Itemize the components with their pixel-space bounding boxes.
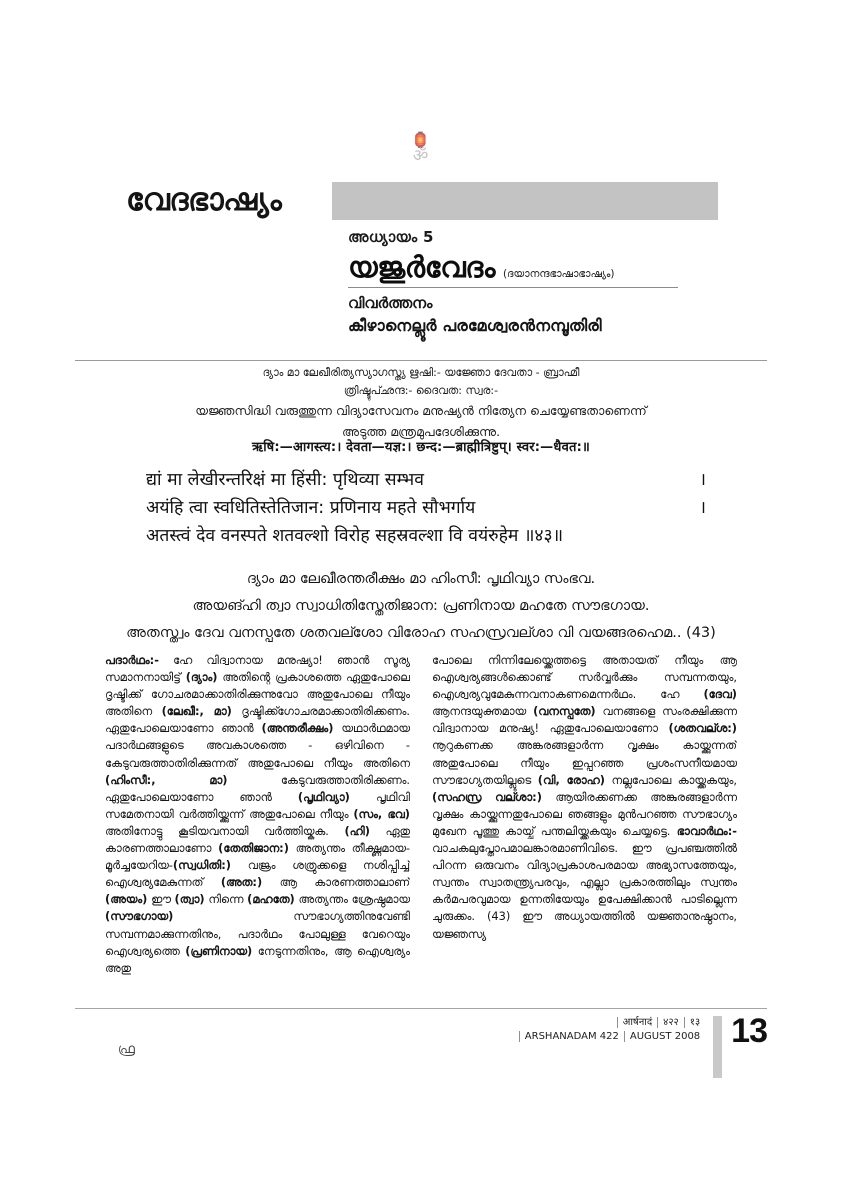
- footer-ornament-mark: ഫ്ര: [118, 1042, 135, 1057]
- mantra-verse-line: [146, 494, 706, 522]
- folio-devanagari-line: [519, 1016, 705, 1030]
- mantra-note-line-1: യജ്ഞസിദ്ധി വരുത്തുന്ന വിദ്യാസേവനം മനുഷ്യൻ നിത്യേന ചെയ്യേണ്ടതാണെന്ന്: [195, 403, 647, 418]
- mantra-verse-text: अयंहि त्वा स्वधितिस्तेतिजान: प्रणिनाय महते सौभर्गाय: [146, 498, 476, 518]
- mantra-meta-line-2: ത്രിഷ്ടുപ്‍ഛന്ദ:- ദൈവത: സ്വര:-: [343, 384, 499, 397]
- transliteration-line: അതസ്ത്വം ദേവ വനസ്പതേ ശതവല്ശോ വിരോഹ സഹസ്രവല്ശാ വി വയങ്ങരഹെമ.. (43): [126, 625, 716, 641]
- translation-label: വിവർത്തനം: [348, 294, 433, 313]
- page-number: 13: [731, 1012, 767, 1050]
- rishi-devata-line: ऋषि:—आगस्त्य:। देवता—यज्ञ:। छन्द:—ब्राह्मीत्रिष्टुप्। स्वर:—धैवत:॥: [251, 440, 591, 455]
- masthead-grey-band: [332, 182, 718, 220]
- veda-subtitle: (ദയാനന്ദഭാഷാഭാഷ്യം): [502, 268, 615, 280]
- folio-devanagari-issue: ४२२: [657, 1017, 684, 1028]
- commentary-columns: [105, 652, 737, 1002]
- transliteration-line: അയങ്ഹി ത്വാ സ്വാധിതിസ്തേതിജാന: പ്രണിനായ മഹതേ സൗഭഗായ.: [192, 598, 650, 614]
- om-lamp-ornament: [0, 131, 841, 166]
- chapter-label: അധ്യായം 5: [348, 228, 434, 246]
- commentary-column-right: പോലെ നിന്നിലേയ്ക്കെത്തട്ടെ അതായത് നീയും ആ ഐശ്വര്യങ്ങൾക്കൊണ്ട് സർവ്വർക്കും സമ്പന്നതയും, ഐശ്വര്യവുമേകുന്നവനാകണമെന്നർഥം. ഹേ (ദേവ) ആനന്ദയുക്തമായ (വനസ്പതേ) വനങ്ങളെ സംരക്ഷിക്കുന്ന വിദ്വാനായ മനുഷ്യ! ഏതുപോലെയാണോ (ശതവല്ശ:) നൂറുകണക്ക അങ്കരങ്ങളാർന്ന വൃക്ഷം കായ്ക്കുന്നത് അതുപോലെ നീയും ഇപ്പറഞ്ഞ പ്രശംസനീയമായ സൗഭാഗ്യതയില്ലൂടെ (വി, രോഹ) നല്ലപോലെ കായ്ക്കകയും, (സഹസ്ര വല്ശാ:) ആയിരക്കണക്ക അങ്കുരങ്ങളാർന്ന വൃക്ഷം കായ്ക്കുന്നതുപോലെ ഞങ്ങളും മുൻപറഞ്ഞ സൗഭാഗ്യം മുഖേന പൂത്തു കായ്ച് പന്തലിയ്ക്കകയും ചെയ്യട്ടെ. ഭാവാർഥം:- വാചകലുപ്തോപമാലങ്കാരമാണിവിടെ. ഈ പ്രപഞ്ചത്തിൽ പിറന്ന ഒരുവനം വിദ്യാപ്രകാശപരമായ അഭ്യാസത്തേയും, സ്വന്തം സ്വാതന്ത്ര്യപരവും, എല്ലാ പ്രകാരത്തിലും സ്വന്തം കർമപരവുമായ ഉന്നതിയേയും ഉപേക്ഷിക്കാൻ പാടില്ലെന്ന ചുരുക്കം. (43) ഈ അധ്യായത്തിൽ യജ്ഞാനുഷ്ഠാനം, യജ്ഞസ്യ: [432, 653, 737, 941]
- masthead: [126, 182, 718, 224]
- mantra-verse-text: द्यां मा लेखीरन्तरिक्षं मा हिंसी: पृथिव्या सम्भव: [146, 470, 424, 490]
- footer-folio: [519, 1012, 767, 1078]
- veda-title: യജുർ‍വേദം: [348, 250, 495, 284]
- om-icon: ॐ: [412, 146, 429, 166]
- commentary-column-left: പദാർഥം:- ഹേ വിദ്വാനായ മനുഷ്യാ! ഞാൻ സൂര്യ സമാനനായിട്ട് (ദ്യാം) അതിന്റെ പ്രകാശത്തെ ഏതുപോലെ ദൃഷ്ടിക്ക് ഗോചരമാക്കാതിരിക്കുന്നുവോ അതുപോലെ നീയും അതിനെ (ലേഖീ:, മാ) ദൃഷ്ടിക്ക്ഗോചരമാക്കാതിരിക്കണം. ഏതുപോലെയാണോ ഞാൻ (അന്തരീക്ഷം) യഥാർഥമായ പദാർഥങ്ങളുടെ അവകാശത്തെ - ഒഴിവിനെ - കേടുവരുത്താതിരിക്കുന്നത് അതുപോലെ നീയും അതിനെ (ഹിംസീ:, മാ) കേടുവരുത്താതിരിക്കണം. ഏതുപോലെയാണോ ഞാൻ (പൃഥിവ്യാ) പൃഥിവി സമേതനായി വർത്തിയ്ക്കുന്ന് അതുപോലെ നീയും (സം, ഭവ) അതിനോട്ടു കൂടിയവനായി വർത്തിയ്കക. (ഹി) ഏതു കാരണത്താലാണോ (തേതിജാന:) അത്യന്തം തീക്ഷ്ണമായ-മൂർച്ചയേറിയ-(സ്വധിതി:) വജ്രം ശത്രുക്കളെ നശിപ്പിച്ച് ഐശ്വര്യമേകുന്നത് (അത:) ആ കാരണത്താലാണ് (അയം) ഈ (ത്വാ) നിന്നെ (മഹതേ) അത്യന്തം ശ്രേഷ്ഠമായ (സൗഭഗായ) സൗഭാഗ്യത്തിനുവേണ്ടി സമ്പന്നമാക്കുന്നതിനും, പദാർഥം പോലുള്ള വേറെയും ഐശ്വര്യത്തെ (പ്രണിനായ) നേടുന്നതിനും, ആ ഐശ്വര്യം അതു: [105, 653, 410, 975]
- mantra-verse-text: अतस्त्वं देव वनस्पते शतवल्शो विरोह सहस्रवल्शा वि वयंरुहेम ॥४३॥: [146, 526, 564, 546]
- mantra-meta-line-1: ദ്യാം മാ ലേഖീരിത്യസ്യാഗസ്ത്യ ഋഷി:- യജ്ഞോ ദേവതാ - ബ്രാഹ്മീ: [262, 366, 580, 379]
- folio-devanagari-page: १३: [684, 1017, 705, 1028]
- veda-title-row: [348, 252, 720, 282]
- footer-divider: [75, 1008, 767, 1009]
- header-divider: [75, 360, 767, 361]
- mantra-meta: [75, 364, 767, 442]
- mantra-verse-danda: ।: [699, 470, 706, 490]
- mantra-verse-danda: ।: [699, 498, 706, 518]
- mantra-note-line-2: അടുത്ത മന്ത്രമുപദേശിക്കുന്നു.: [341, 424, 501, 439]
- mantra-verse-line: [146, 522, 706, 550]
- transliteration-line: ദ്യാം മാ ലേഖീരന്തരീക്ഷം മാ ഹിംസീ: പൃഥിവ്യാ സംഭവ.: [246, 571, 596, 587]
- masthead-title: വേദഭാഷ്യം: [126, 182, 282, 218]
- folio-text-lines: [519, 1016, 713, 1044]
- folio-latin-date: AUGUST 2008: [624, 1031, 705, 1042]
- transliteration-block: [75, 566, 767, 647]
- folio-latin-line: [519, 1030, 705, 1044]
- title-divider: [348, 287, 678, 288]
- title-block: [348, 228, 720, 337]
- folio-latin-title: ARSHANADAM 422: [519, 1031, 624, 1042]
- folio-grey-divider: [713, 1016, 722, 1078]
- lamp-flame-icon: 🏮: [411, 131, 430, 149]
- translator-name: കീഴാനെല്ലൂർ പരമേശ്വരന്‍നമ്പൂതിരി: [348, 316, 602, 336]
- folio-devanagari-title: आर्षनादं: [617, 1017, 657, 1028]
- mantra-verse-line: [146, 466, 706, 494]
- mantra-verses: [146, 466, 706, 550]
